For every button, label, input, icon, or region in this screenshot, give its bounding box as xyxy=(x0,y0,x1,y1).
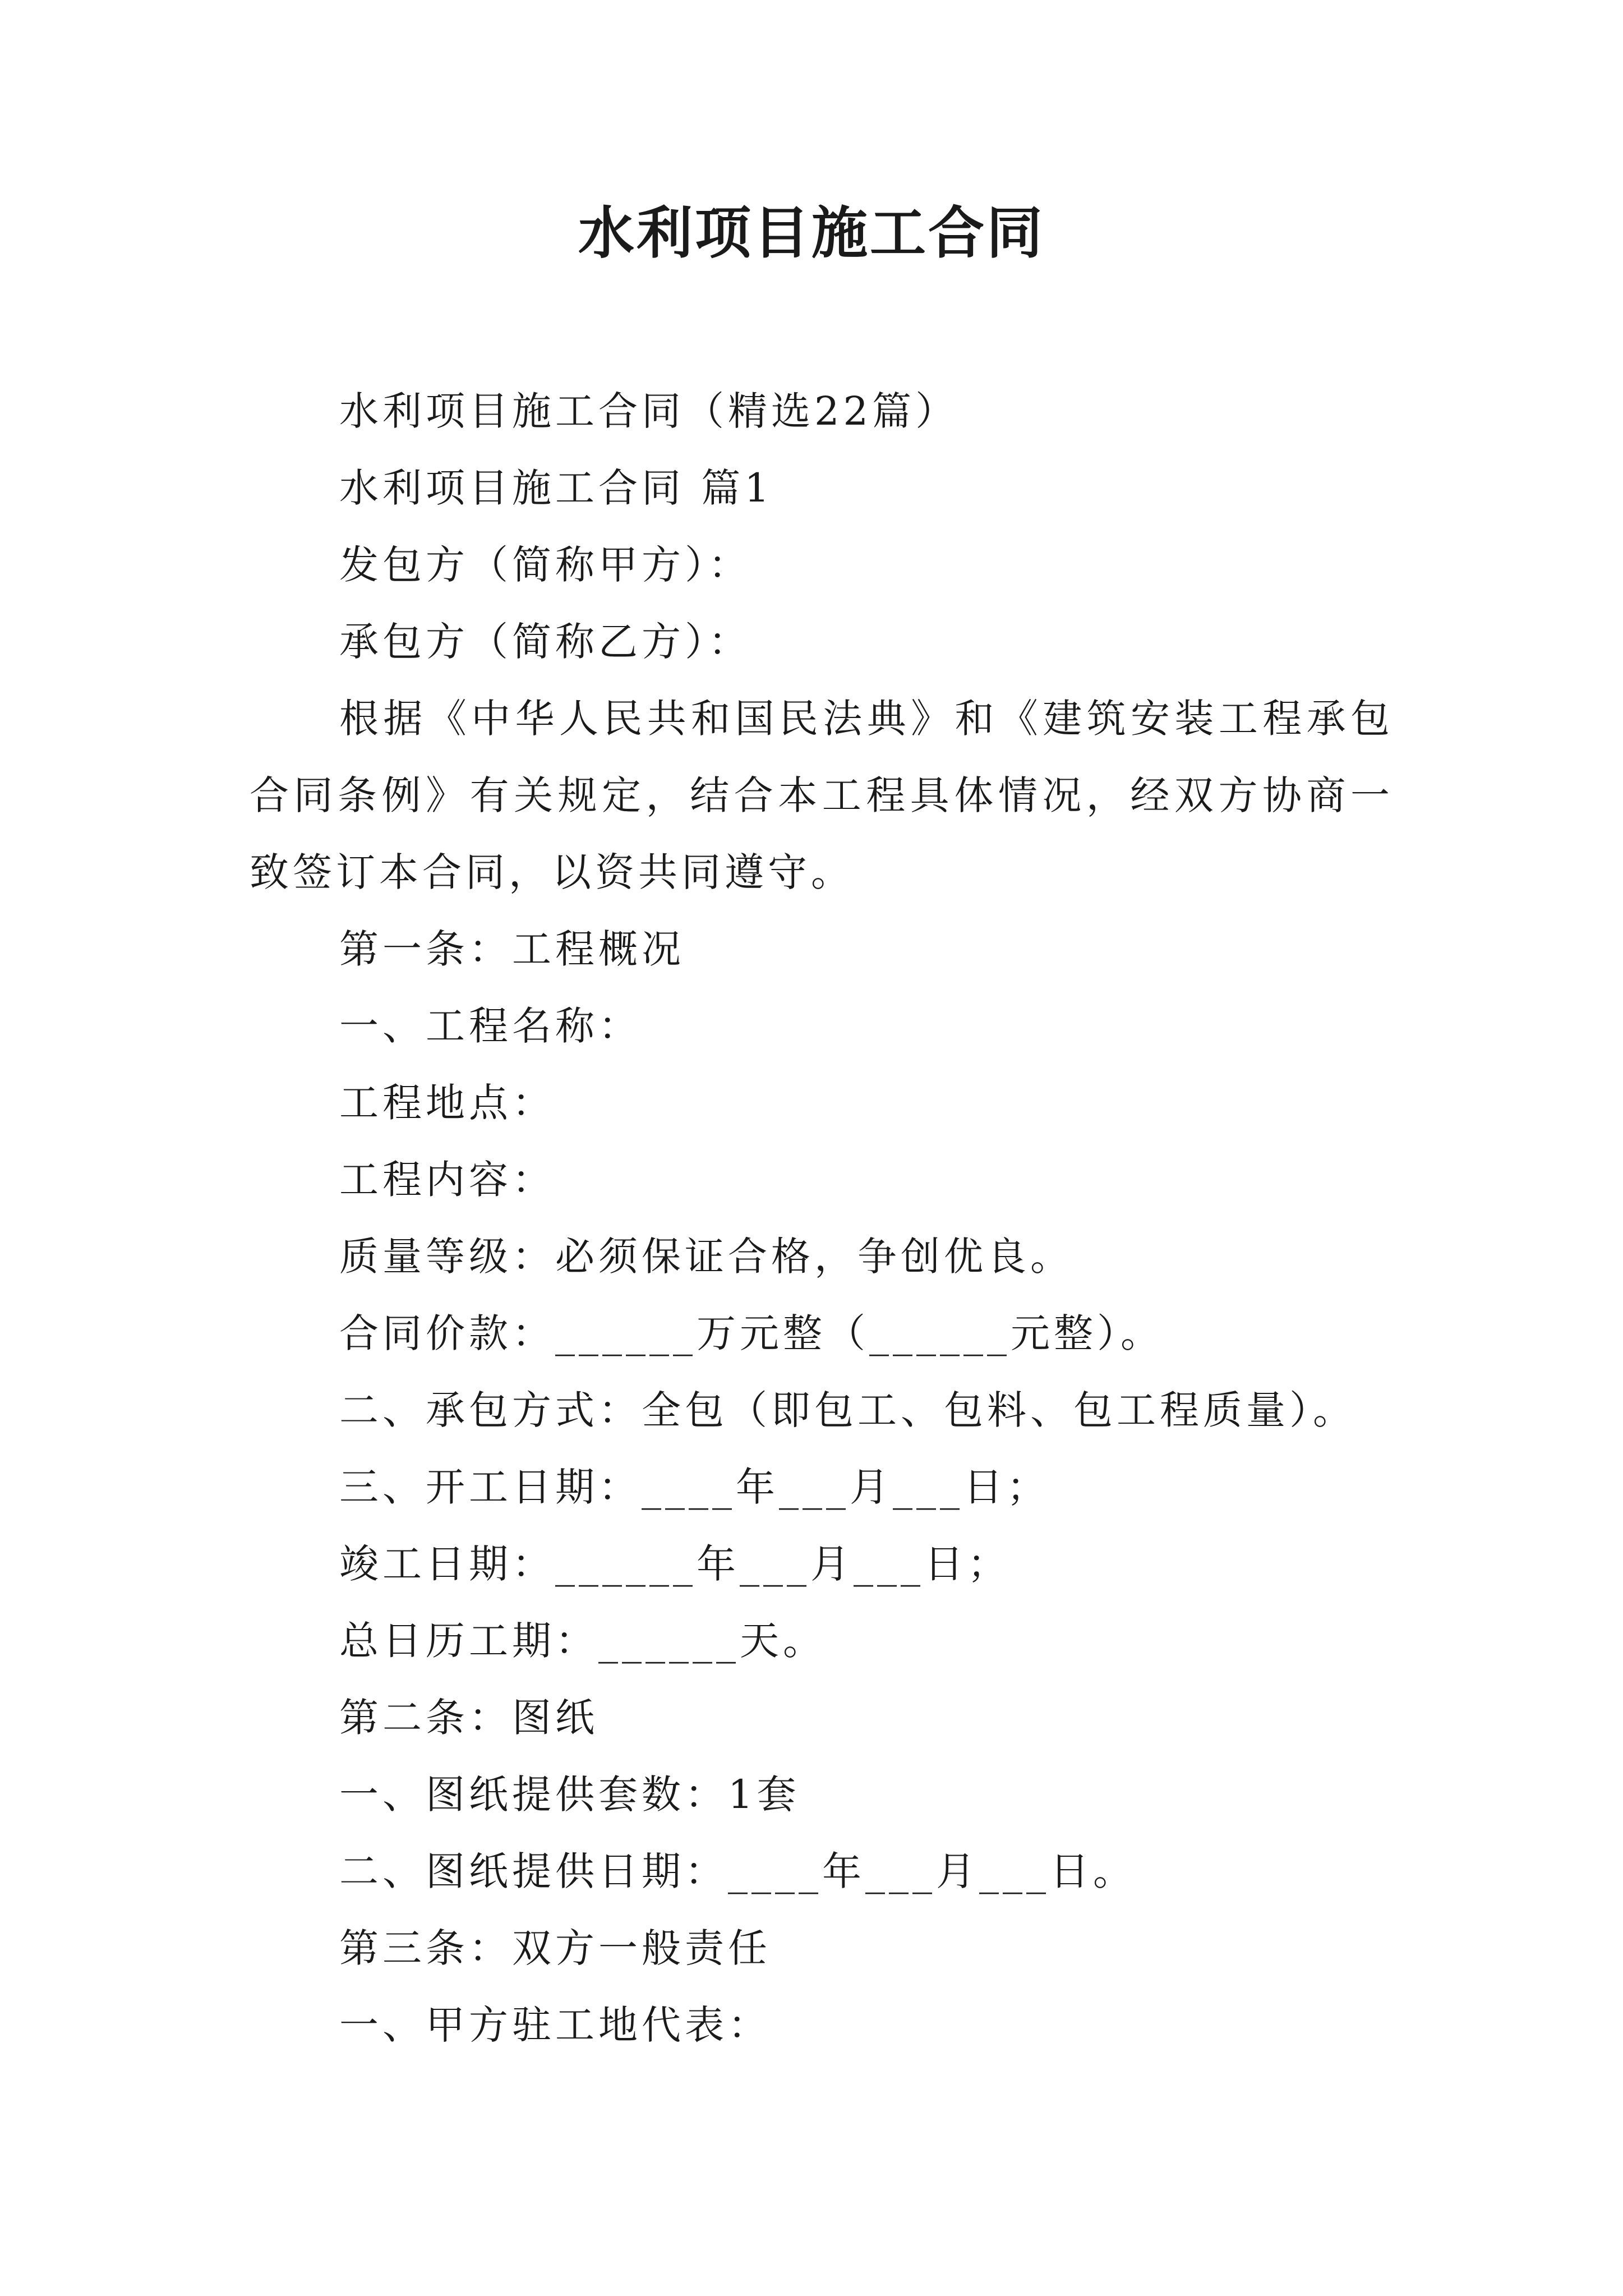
paragraph-party-a: 发包方（简称甲方）： xyxy=(339,542,751,588)
paragraph-subtitle: 水利项目施工合同（精选22篇） xyxy=(339,388,959,434)
paragraph-project-content: 工程内容： xyxy=(339,1157,555,1203)
paragraph-start-date: 三、开工日期：____年___月___日； xyxy=(339,1464,1050,1510)
paragraph-article-2: 第二条：图纸 xyxy=(339,1695,598,1741)
paragraph-section-heading: 水利项目施工合同 篇1 xyxy=(339,465,773,511)
paragraph-quality-grade: 质量等级：必须保证合格，争创优良。 xyxy=(339,1234,1073,1280)
paragraph-preamble: 根据《中华人民共和国民法典》和《建筑安装工程承包合同条例》有关规定，结合本工程具体情况，经双方协商一致签订本合同，以资共同遵守。 xyxy=(250,696,1394,895)
paragraph-party-b: 承包方（简称乙方）： xyxy=(339,619,751,665)
paragraph-contract-price: 合同价款：______万元整（______元整）。 xyxy=(339,1310,1164,1356)
document-title: 水利项目施工合同 xyxy=(578,200,1045,266)
paragraph-project-location: 工程地点： xyxy=(339,1080,555,1126)
paragraph-drawing-date: 二、图纸提供日期：____年___月___日。 xyxy=(339,1848,1136,1894)
paragraph-total-duration: 总日历工期：______天。 xyxy=(339,1618,826,1664)
paragraph-contract-method: 二、承包方式：全包（即包工、包料、包工程质量）。 xyxy=(339,1387,1356,1433)
paragraph-party-a-representative: 一、甲方驻工地代表： xyxy=(339,2002,771,2048)
document-body xyxy=(250,373,1394,2064)
paragraph-article-3: 第三条：双方一般责任 xyxy=(339,1925,771,1971)
paragraph-project-name: 一、工程名称： xyxy=(339,1003,642,1049)
paragraph-drawing-sets: 一、图纸提供套数：1套 xyxy=(339,1772,800,1818)
paragraph-article-1: 第一条：工程概况 xyxy=(339,926,685,972)
paragraph-completion-date: 竣工日期：______年___月___日； xyxy=(339,1541,1011,1587)
